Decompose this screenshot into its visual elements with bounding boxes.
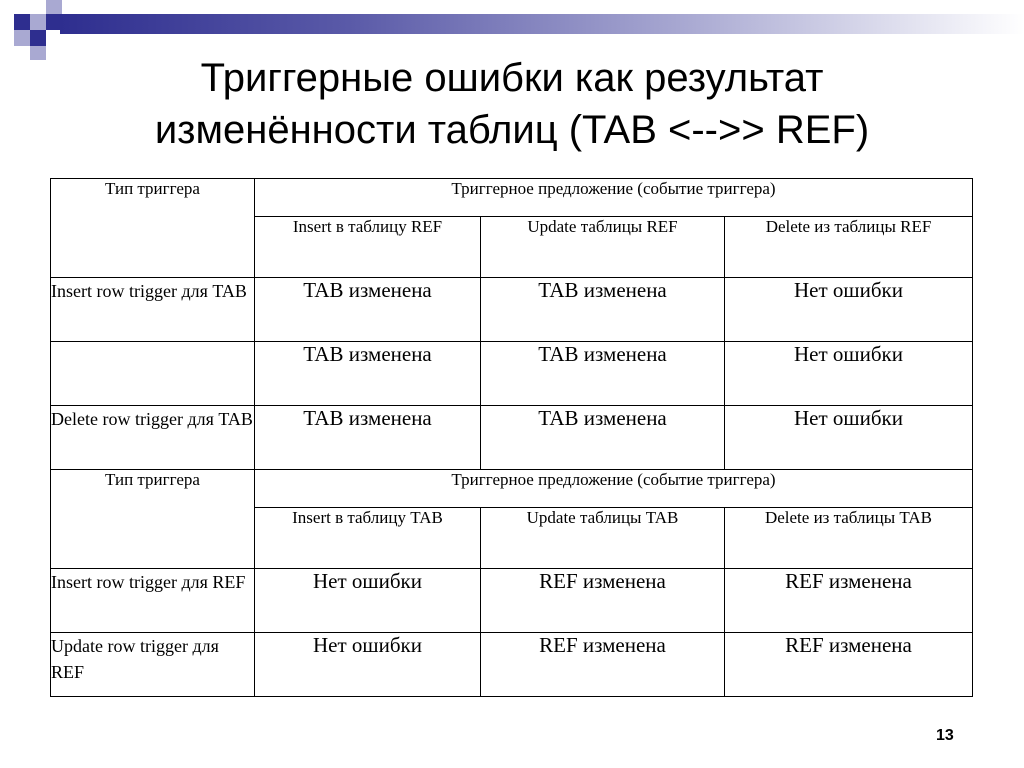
row-label: Update row trigger для REF — [51, 633, 255, 697]
header-square-decoration — [30, 14, 46, 30]
table-cell: REF изменена — [725, 569, 973, 633]
table-cell: TAB изменена — [481, 342, 725, 406]
table2-type-header: Тип триггера — [51, 470, 255, 569]
table2-group-header: Триггерное предложение (событие триггера) — [255, 470, 973, 508]
header-square-decoration — [46, 0, 62, 14]
table-cell: REF изменена — [481, 569, 725, 633]
table-cell: TAB изменена — [481, 406, 725, 470]
slide-title-line-1: Триггерные ошибки как результат — [200, 56, 824, 100]
table-row — [51, 406, 973, 470]
table2-column-header: Insert в таблицу TAB — [255, 508, 481, 569]
table-row — [51, 569, 973, 633]
table1-header-row — [51, 179, 973, 217]
table1-group-header: Триггерное предложение (событие триггера) — [255, 179, 973, 217]
row-label: Insert row trigger для REF — [51, 569, 255, 633]
table2-column-header: Delete из таблицы TAB — [725, 508, 973, 569]
table2-column-header: Update таблицы TAB — [481, 508, 725, 569]
table-cell: Нет ошибки — [255, 633, 481, 697]
table-row — [51, 342, 973, 406]
header-square-decoration — [30, 30, 46, 46]
table-row — [51, 278, 973, 342]
table1-column-header: Insert в таблицу REF — [255, 217, 481, 278]
table-cell: TAB изменена — [255, 278, 481, 342]
table-cell: Нет ошибки — [255, 569, 481, 633]
table1-column-header: Update таблицы REF — [481, 217, 725, 278]
slide-title-line-2: изменённости таблиц (TAB <-->> REF) — [154, 108, 870, 152]
header-square-decoration — [46, 14, 62, 30]
table1-type-header: Тип триггера — [51, 179, 255, 278]
table-cell: TAB изменена — [481, 278, 725, 342]
table-cell: Нет ошибки — [725, 278, 973, 342]
row-label: Delete row trigger для TAB — [51, 406, 255, 470]
table1-column-header: Delete из таблицы REF — [725, 217, 973, 278]
slide-title — [40, 52, 984, 156]
header-gradient-bar — [60, 14, 1024, 34]
table-cell: REF изменена — [725, 633, 973, 697]
header-square-decoration — [14, 30, 30, 46]
trigger-errors-table — [50, 178, 973, 697]
row-label — [51, 342, 255, 406]
table-cell: REF изменена — [481, 633, 725, 697]
table2-header-row — [51, 470, 973, 508]
page-number: 13 — [936, 727, 954, 744]
table-row — [51, 633, 973, 697]
table-cell: TAB изменена — [255, 406, 481, 470]
table-cell: Нет ошибки — [725, 406, 973, 470]
table-cell: Нет ошибки — [725, 342, 973, 406]
row-label: Insert row trigger для TAB — [51, 278, 255, 342]
header-square-decoration — [14, 14, 30, 30]
table-cell: TAB изменена — [255, 342, 481, 406]
